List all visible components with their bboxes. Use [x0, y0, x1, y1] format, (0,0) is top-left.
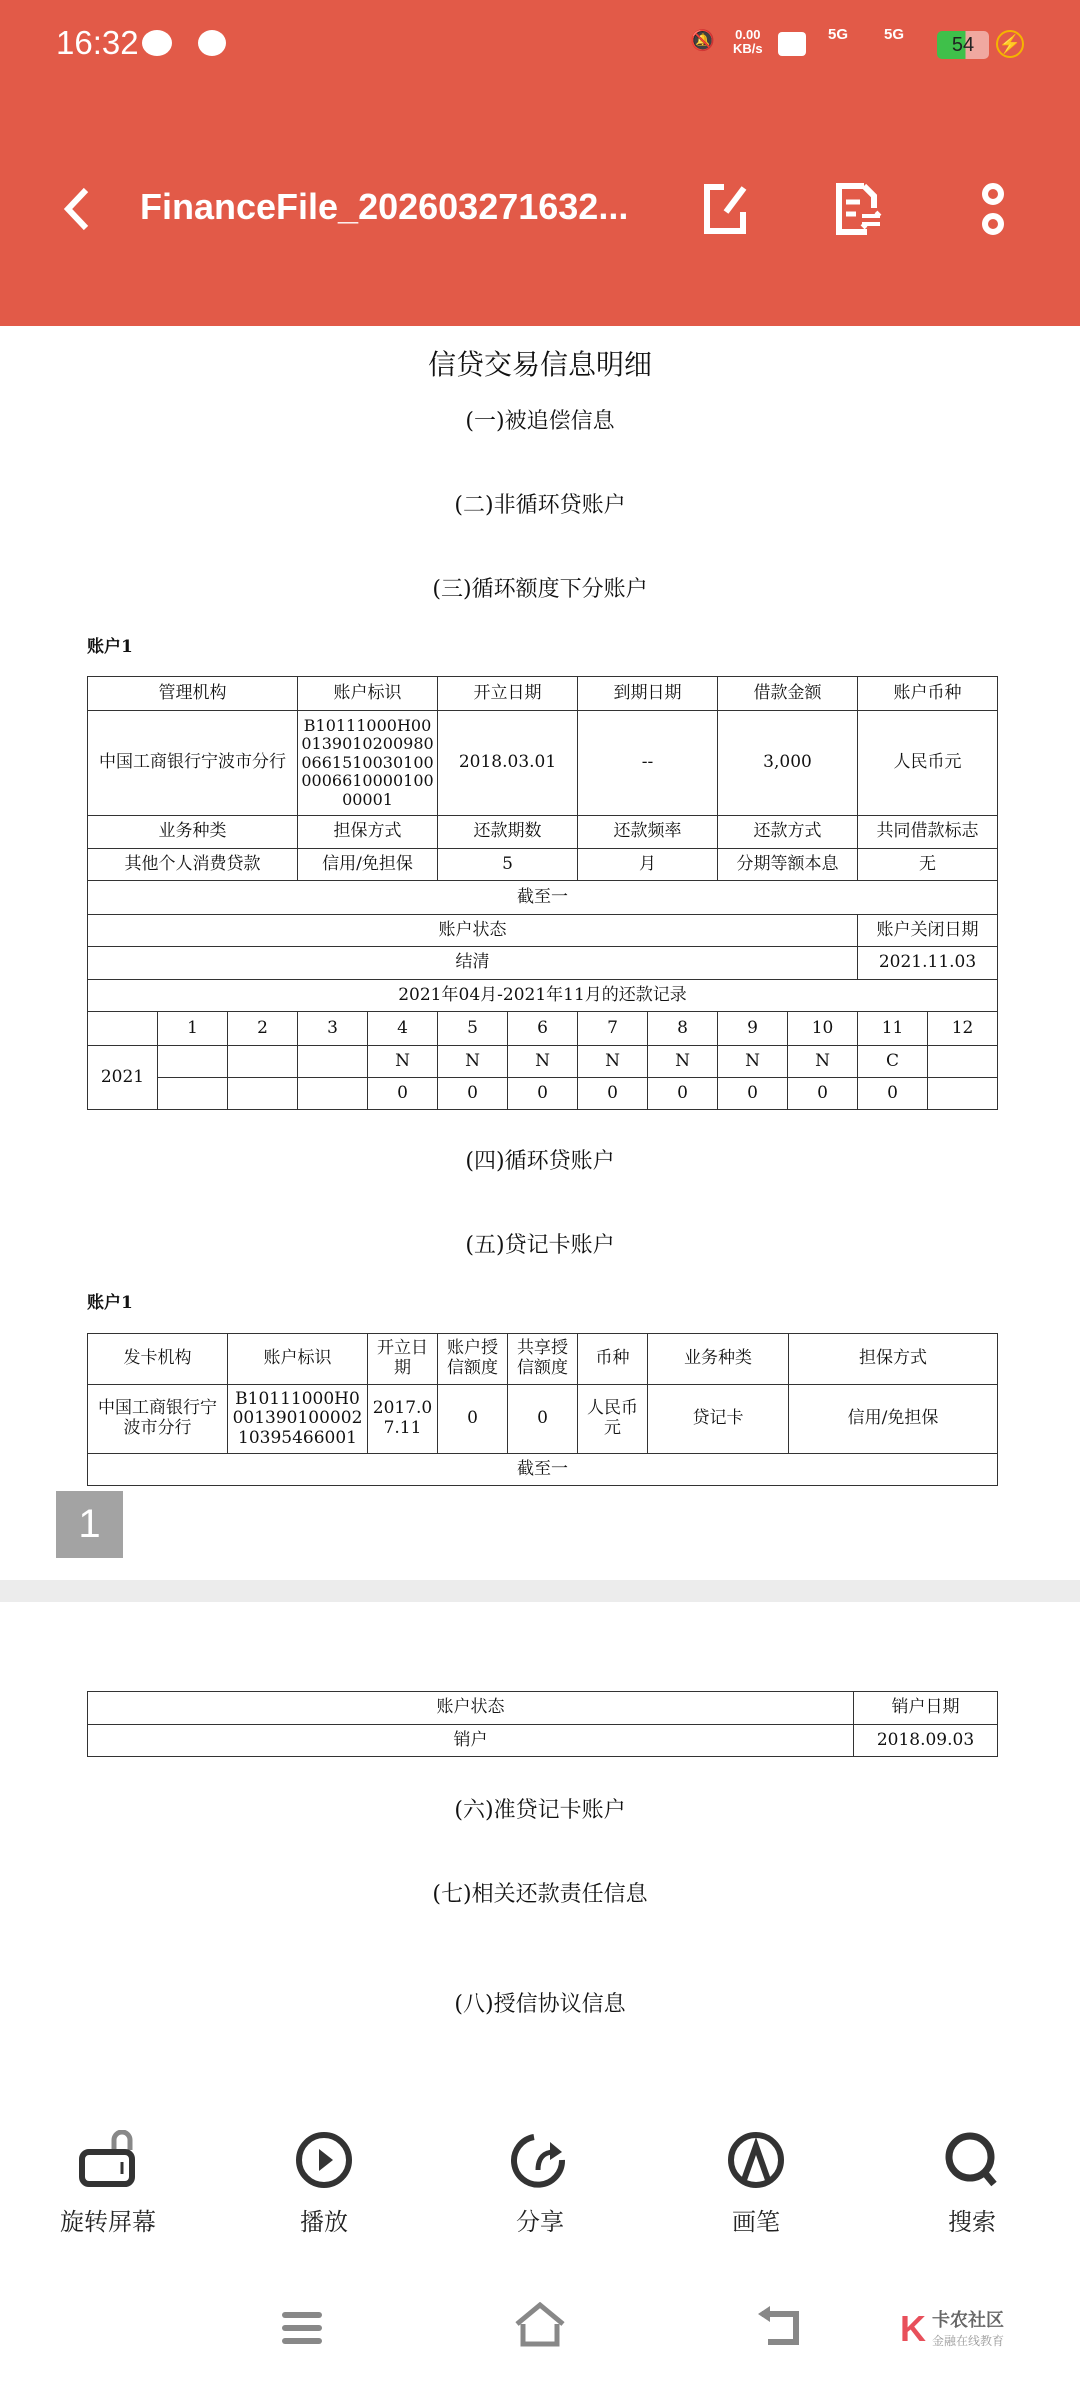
cell	[228, 1046, 298, 1078]
cell: 月	[578, 849, 718, 881]
section-heading: (八)授信协议信息	[454, 1992, 626, 2017]
battery-icon: 54	[937, 31, 989, 59]
back-nav-button[interactable]	[756, 2304, 806, 2348]
mute-icon: 🔕	[690, 30, 715, 52]
cell: 发卡机构	[88, 1334, 228, 1385]
cell: N	[648, 1046, 718, 1078]
signal-2: 5G	[884, 26, 905, 43]
cell: 还款方式	[718, 816, 858, 849]
cell: 0	[438, 1078, 508, 1110]
cell: 7	[578, 1012, 648, 1046]
cell: 8	[648, 1012, 718, 1046]
credit-card-status-table	[87, 1691, 998, 1757]
share-button[interactable]	[460, 2130, 620, 2237]
cell: 销户	[88, 1725, 854, 1757]
cell: 账户标识	[228, 1334, 368, 1385]
cell	[928, 1046, 998, 1078]
cell: 销户日期	[854, 1692, 998, 1725]
cell: 开立日期	[438, 677, 578, 711]
toolbar-label: 画笔	[732, 2209, 780, 2236]
cell: 0	[508, 1078, 578, 1110]
cell: N	[578, 1046, 648, 1078]
cell: N	[438, 1046, 508, 1078]
chevron-left-icon	[58, 184, 98, 234]
cell: 账户关闭日期	[858, 915, 998, 947]
signal-1: 5G	[828, 26, 849, 43]
cell	[228, 1078, 298, 1110]
cell: 担保方式	[298, 816, 438, 849]
cell: 信用/免担保	[789, 1385, 998, 1454]
cell: 5	[438, 849, 578, 881]
watermark-name: 卡农社区	[932, 2310, 1004, 2331]
cell: 账户标识	[298, 677, 438, 711]
convert-file-button[interactable]	[832, 182, 884, 236]
rotate-lock-icon	[78, 2130, 138, 2190]
cell: 中国工商银行宁波市分行	[88, 711, 298, 816]
more-options-button[interactable]	[980, 182, 1006, 236]
cell: 2021.11.03	[858, 947, 998, 980]
section-heading: (二)非循环贷账户	[454, 493, 626, 518]
toolbar-label: 搜索	[948, 2209, 996, 2236]
cell: 其他个人消费贷款	[88, 849, 298, 881]
cell: 2018.03.01	[438, 711, 578, 816]
cell: 截至一	[88, 1454, 998, 1486]
search-icon	[942, 2130, 1002, 2190]
cell	[88, 1012, 158, 1046]
cell: 0	[788, 1078, 858, 1110]
toolbar-label: 旋转屏幕	[60, 2209, 156, 2236]
cell: 2	[228, 1012, 298, 1046]
cell: C	[858, 1046, 928, 1078]
cell: 4	[368, 1012, 438, 1046]
cell: N	[508, 1046, 578, 1078]
net-unit: KB/s	[733, 41, 763, 56]
cell: 11	[858, 1012, 928, 1046]
cell: 借款金额	[718, 677, 858, 711]
file-title: FinanceFile_202603271632...	[140, 186, 629, 227]
cell: 开立日期	[368, 1334, 438, 1385]
cell: 2021年04月-2021年11月的还款记录	[88, 980, 998, 1012]
cell	[158, 1078, 228, 1110]
cell: 0	[368, 1078, 438, 1110]
app-header	[0, 0, 1080, 326]
net-speed: 0.00	[735, 27, 761, 42]
account-label: 账户1	[87, 637, 133, 657]
section-heading: (七)相关还款责任信息	[432, 1882, 648, 1907]
cell: 账户状态	[88, 1692, 854, 1725]
cell: 2017.07.11	[368, 1385, 438, 1454]
cell: 9	[718, 1012, 788, 1046]
cell: 1	[158, 1012, 228, 1046]
back-button[interactable]	[58, 184, 98, 234]
page-divider	[0, 1580, 1080, 1602]
cell: 2018.09.03	[854, 1725, 998, 1757]
message-icon	[198, 30, 226, 56]
system-nav-bar	[0, 2280, 1080, 2388]
cell: 结清	[88, 947, 858, 980]
cell: 担保方式	[789, 1334, 998, 1385]
page-number-badge: 1	[56, 1491, 123, 1558]
cell: 分期等额本息	[718, 849, 858, 881]
pen-icon	[726, 2130, 786, 2190]
cell: 贷记卡	[648, 1385, 789, 1454]
cell: 0	[718, 1078, 788, 1110]
cell: 人民币元	[578, 1385, 648, 1454]
toolbar-label: 播放	[300, 2209, 348, 2236]
cell: 共同借款标志	[858, 816, 998, 849]
cell: 10	[788, 1012, 858, 1046]
cell: 币种	[578, 1334, 648, 1385]
play-button[interactable]	[244, 2130, 404, 2237]
cell: 业务种类	[88, 816, 298, 849]
cell: N	[718, 1046, 788, 1078]
section-heading: (六)准贷记卡账户	[454, 1798, 626, 1823]
bottom-toolbar	[0, 2080, 1080, 2280]
cell: 0	[648, 1078, 718, 1110]
cell: 2021	[88, 1046, 158, 1110]
wechat-icon	[142, 30, 172, 56]
play-icon	[294, 2130, 354, 2190]
cell	[158, 1046, 228, 1078]
cell: 账户币种	[858, 677, 998, 711]
cell: 0	[438, 1385, 508, 1454]
cell: B10111000H0001390102009800661510030100000661000010000001	[298, 711, 438, 816]
cell: 12	[928, 1012, 998, 1046]
cell: 账户状态	[88, 915, 858, 947]
credit-card-table	[87, 1333, 998, 1486]
cell: 管理机构	[88, 677, 298, 711]
cell: --	[578, 711, 718, 816]
cell: 0	[508, 1385, 578, 1454]
search-button[interactable]	[892, 2130, 1052, 2237]
account-label: 账户1	[87, 1293, 133, 1313]
section-heading: (五)贷记卡账户	[465, 1233, 615, 1258]
cell	[928, 1078, 998, 1110]
cell: 还款期数	[438, 816, 578, 849]
cell: N	[788, 1046, 858, 1078]
cell	[298, 1078, 368, 1110]
recent-apps-button[interactable]	[280, 2308, 324, 2348]
cell: 账户授信额度	[438, 1334, 508, 1385]
cell: 5	[438, 1012, 508, 1046]
pen-button[interactable]	[676, 2130, 836, 2237]
cell: 3	[298, 1012, 368, 1046]
watermark-logo: K 卡农社区 金融在线教育	[900, 2308, 1005, 2349]
cell: 业务种类	[648, 1334, 789, 1385]
cell: 还款频率	[578, 816, 718, 849]
status-time: 16:32	[56, 24, 139, 61]
cell: 到期日期	[578, 677, 718, 711]
cell: 无	[858, 849, 998, 881]
toolbar-label: 分享	[516, 2209, 564, 2236]
section-heading: (一)被追偿信息	[465, 409, 615, 434]
cell: B10111000H000139010000210395466001	[228, 1385, 368, 1454]
cell: 人民币元	[858, 711, 998, 816]
cell: 中国工商银行宁波市分行	[88, 1385, 228, 1454]
share-icon	[510, 2130, 570, 2190]
home-button[interactable]	[512, 2302, 568, 2348]
edit-button[interactable]	[700, 182, 750, 236]
cell: 6	[508, 1012, 578, 1046]
cell: 信用/免担保	[298, 849, 438, 881]
cell: 3,000	[718, 711, 858, 816]
section-heading: (三)循环额度下分账户	[432, 577, 648, 602]
cell: 共享授信额度	[508, 1334, 578, 1385]
cell: 0	[578, 1078, 648, 1110]
charging-icon: ⚡	[996, 30, 1024, 58]
rotate-screen-button[interactable]	[28, 2130, 188, 2237]
cell	[298, 1046, 368, 1078]
revolving-subaccount-table	[87, 676, 998, 1110]
section-heading: (四)循环贷账户	[465, 1149, 615, 1174]
doc-title: 信贷交易信息明细	[427, 348, 652, 381]
hd-icon	[778, 32, 806, 56]
cell: 截至一	[88, 881, 998, 915]
cell: N	[368, 1046, 438, 1078]
cell: 0	[858, 1078, 928, 1110]
watermark-sub: 金融在线教育	[932, 2334, 1005, 2348]
